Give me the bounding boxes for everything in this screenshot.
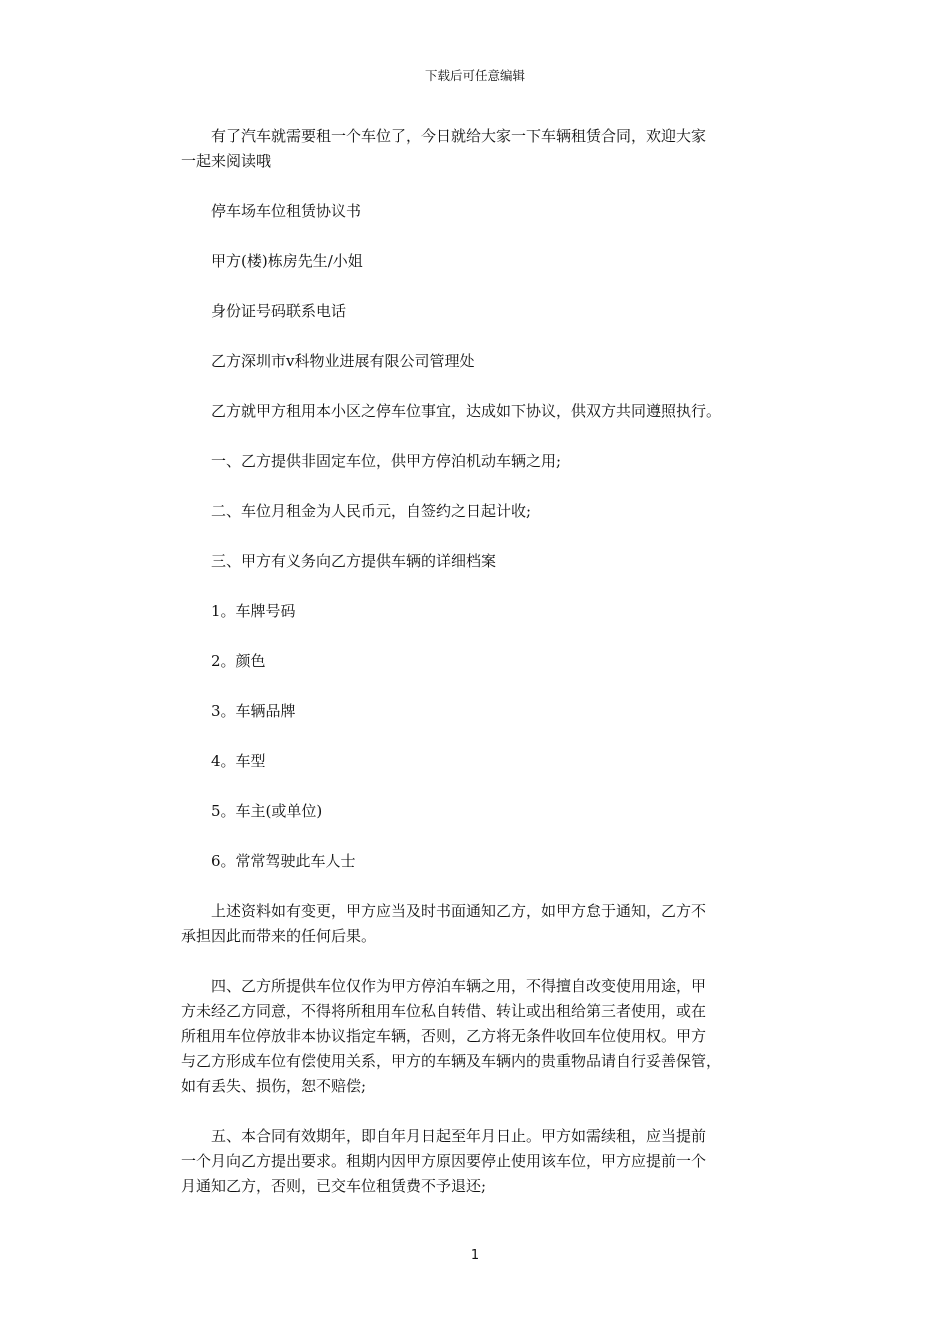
clause-five: 五、本合同有效期年，即自年月日起至年月日止。甲方如需续租，应当提前 一个月向乙方提出要求。租期内因甲方原因要停止使用该车位，甲方应提前一个 月通知乙方，否则，已交车位租赁费不予退还; [181, 1127, 707, 1195]
party-a-line: 甲方(楼)栋房先生/小姐 [211, 252, 363, 270]
page-number: 1 [470, 1248, 480, 1263]
agreement-intro: 乙方就甲方租用本小区之停车位事宜，达成如下协议，供双方共同遵照执行。 [211, 402, 722, 420]
vehicle-item-plate: 1。车牌号码 [211, 602, 296, 620]
clause-two: 二、车位月租金为人民币元，自签约之日起计收; [211, 502, 532, 520]
download-note: 下载后可任意编辑 [424, 68, 525, 83]
clause-three: 三、甲方有义务向乙方提供车辆的详细档案 [211, 552, 497, 570]
vehicle-item-owner: 5。车主(或单位) [211, 802, 323, 820]
agreement-title: 停车场车位租赁协议书 [211, 202, 362, 220]
change-notice-paragraph: 上述资料如有变更，甲方应当及时书面通知乙方，如甲方怠于通知，乙方不 承担因此而带来的任何后果。 [181, 902, 707, 945]
vehicle-item-driver: 6。常常驾驶此车人士 [211, 852, 356, 870]
vehicle-item-color: 2。颜色 [211, 652, 266, 670]
vehicle-item-brand: 3。车辆品牌 [211, 702, 296, 720]
id-phone-line: 身份证号码联系电话 [211, 302, 347, 320]
intro-paragraph: 有了汽车就需要租一个车位了，今日就给大家一下车辆租赁合同，欢迎大家 一起来阅读哦 [181, 127, 707, 170]
clause-four: 四、乙方所提供车位仅作为甲方停泊车辆之用，不得擅自改变使用用途，甲 方未经乙方同意，不得将所租用车位私自转借、转让或出租给第三者使用，或在 所租用车位停放非本协议指定车辆，否则，乙方将无条件收回车位使用权。甲方 与乙方形成车位有偿使用关系，甲方的车辆及车辆内的贵重物品请自行妥善保管， 如有丢失、损伤，恕不赔偿; [181, 977, 722, 1095]
vehicle-item-model: 4。车型 [211, 752, 266, 770]
document-body [181, 124, 777, 1224]
party-b-line: 乙方深圳市v科物业进展有限公司管理处 [211, 352, 475, 370]
clause-one: 一、乙方提供非固定车位，供甲方停泊机动车辆之用; [211, 452, 562, 470]
